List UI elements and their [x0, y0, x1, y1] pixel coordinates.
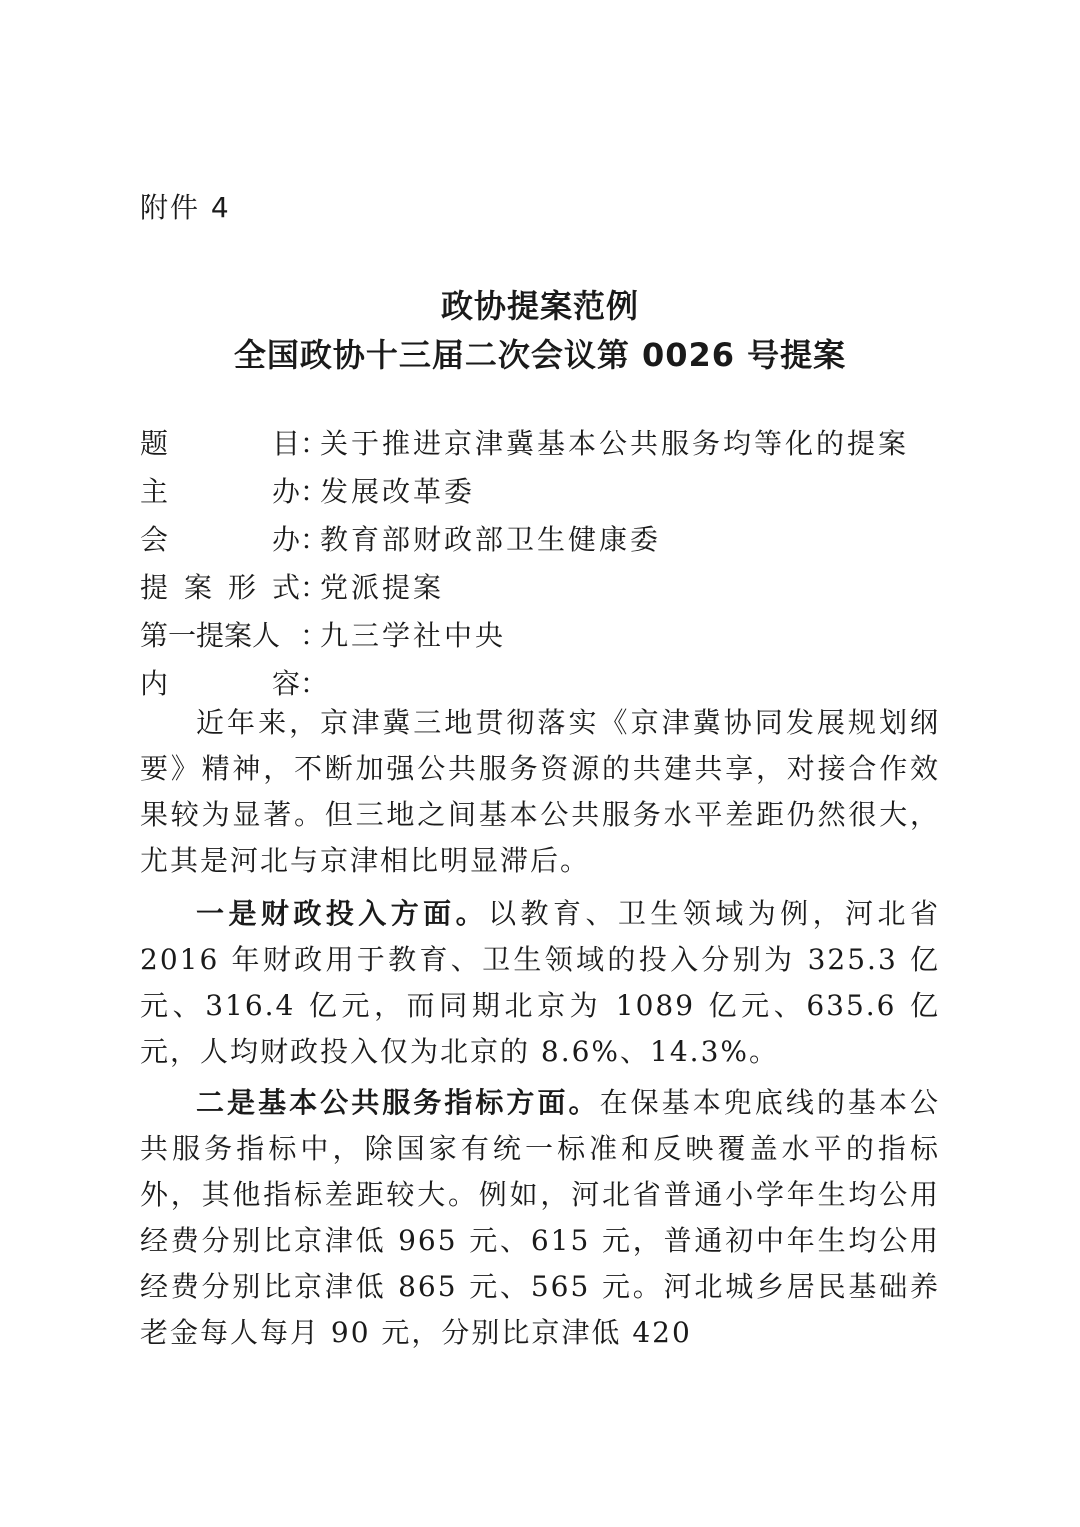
field-value-co-host: 教育部财政部卫生健康委: [320, 523, 662, 556]
field-value-host: 发展改革委: [320, 475, 476, 508]
field-label: 题 目: [140, 427, 300, 460]
field-host: 主 办 ： 发展改革委: [140, 468, 909, 516]
field-value-proposal-form: 党派提案: [320, 571, 445, 604]
field-label: 内 容: [140, 667, 300, 700]
document-title: 政协提案范例: [440, 287, 639, 325]
field-topic: 题 目 ： 关于推进京津冀基本公共服务均等化的提案: [140, 420, 909, 468]
attachment-label: 附件 4: [140, 191, 231, 224]
field-co-host: 会 办 ： 教育部财政部卫生健康委: [140, 516, 909, 564]
paragraph-service-indicators: 二是基本公共服务指标方面。在保基本兜底线的基本公共服务指标中，除国家有统一标准和反映覆盖水平的指标外，其他指标差距较大。例如，河北省普通小学年生均公用经费分别比京津低 965 元、615 元，普通初中年生均公用经费分别比京津低 865 元、565 元。河北城乡居民基础养老金每人每月 90 元，分别比京津低 420: [140, 1086, 940, 1349]
paragraph-fiscal-input: 一是财政投入方面。以教育、卫生领域为例，河北省 2016 年财政用于教育、卫生领域的投入分别为 325.3 亿元、316.4 亿元，而同期北京为 1089 亿元、635.6 亿元，人均财政投入仅为北京的 8.6%、14.3%。: [140, 897, 940, 1068]
paragraph-intro: 近年来，京津冀三地贯彻落实《京津冀协同发展规划纲要》精神，不断加强公共服务资源的共建共享，对接合作效果较为显著。但三地之间基本公共服务水平差距仍然很大，尤其是河北与京津相比明显滞后。: [140, 706, 940, 877]
field-label: 会 办: [140, 523, 300, 556]
field-first-proposer: 第一提案人 ： 九三学社中央: [140, 612, 909, 660]
field-label: 第一提案人: [140, 619, 281, 652]
field-value-topic: 关于推进京津冀基本公共服务均等化的提案: [320, 427, 910, 460]
document-subtitle: 全国政协十三届二次会议第 0026 号提案: [233, 336, 847, 374]
field-proposal-form: 提 案 形 式 ： 党派提案: [140, 564, 909, 612]
field-content: 内 容 ：: [140, 660, 909, 708]
field-label: 提 案 形 式: [140, 571, 300, 604]
field-value-first-proposer: 九三学社中央: [320, 619, 507, 652]
proposal-fields: [140, 420, 909, 708]
field-label: 主 办: [140, 475, 300, 508]
